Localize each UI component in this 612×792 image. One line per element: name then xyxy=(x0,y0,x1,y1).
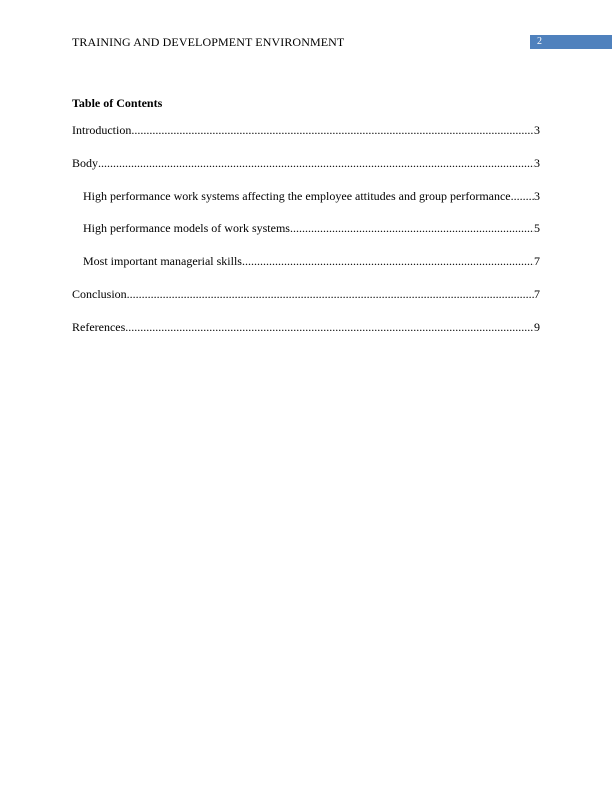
toc-entry-page: 3 xyxy=(534,123,540,137)
toc-entry-conclusion[interactable] xyxy=(72,287,540,320)
toc-dot-leader xyxy=(511,189,534,204)
toc-dot-leader xyxy=(131,123,534,138)
toc-entry-body[interactable] xyxy=(72,156,540,189)
toc-entry-text: Conclusion xyxy=(72,286,127,301)
page-number: 2 xyxy=(537,36,542,47)
toc-entry-introduction[interactable] xyxy=(72,123,540,156)
table-of-contents xyxy=(72,123,540,353)
toc-entry-page: 7 xyxy=(534,286,540,301)
toc-dot-leader xyxy=(290,221,534,236)
toc-entry-page: 3 xyxy=(534,155,540,170)
toc-dot-leader xyxy=(242,254,534,269)
toc-dot-leader xyxy=(127,287,534,302)
toc-entry-page: 9 xyxy=(534,319,540,334)
toc-entry-references[interactable] xyxy=(72,320,540,353)
toc-entry-page: 3 xyxy=(534,188,540,203)
toc-entry-text: Most important managerial skills xyxy=(83,254,242,269)
toc-heading: Table of Contents xyxy=(72,96,163,110)
toc-dot-leader xyxy=(98,156,534,171)
page-number-badge xyxy=(530,35,612,49)
toc-entry-text: High performance models of work systems xyxy=(83,221,290,236)
running-header-title: TRAINING AND DEVELOPMENT ENVIRONMENT xyxy=(72,35,345,49)
toc-entry-text: Body xyxy=(72,155,99,170)
toc-entry-hpws-attitudes[interactable] xyxy=(72,189,540,222)
toc-dot-leader xyxy=(125,320,534,335)
toc-entry-page: 7 xyxy=(534,254,540,269)
toc-entry-text: High performance work systems affecting the employee attitudes and group performance xyxy=(83,188,511,203)
toc-entry-managerial-skills[interactable] xyxy=(72,254,540,287)
toc-entry-hpws-models[interactable] xyxy=(72,221,540,254)
toc-entry-text: References xyxy=(72,319,126,334)
toc-entry-page: 5 xyxy=(534,221,540,236)
toc-entry-text: Introduction xyxy=(72,123,132,137)
